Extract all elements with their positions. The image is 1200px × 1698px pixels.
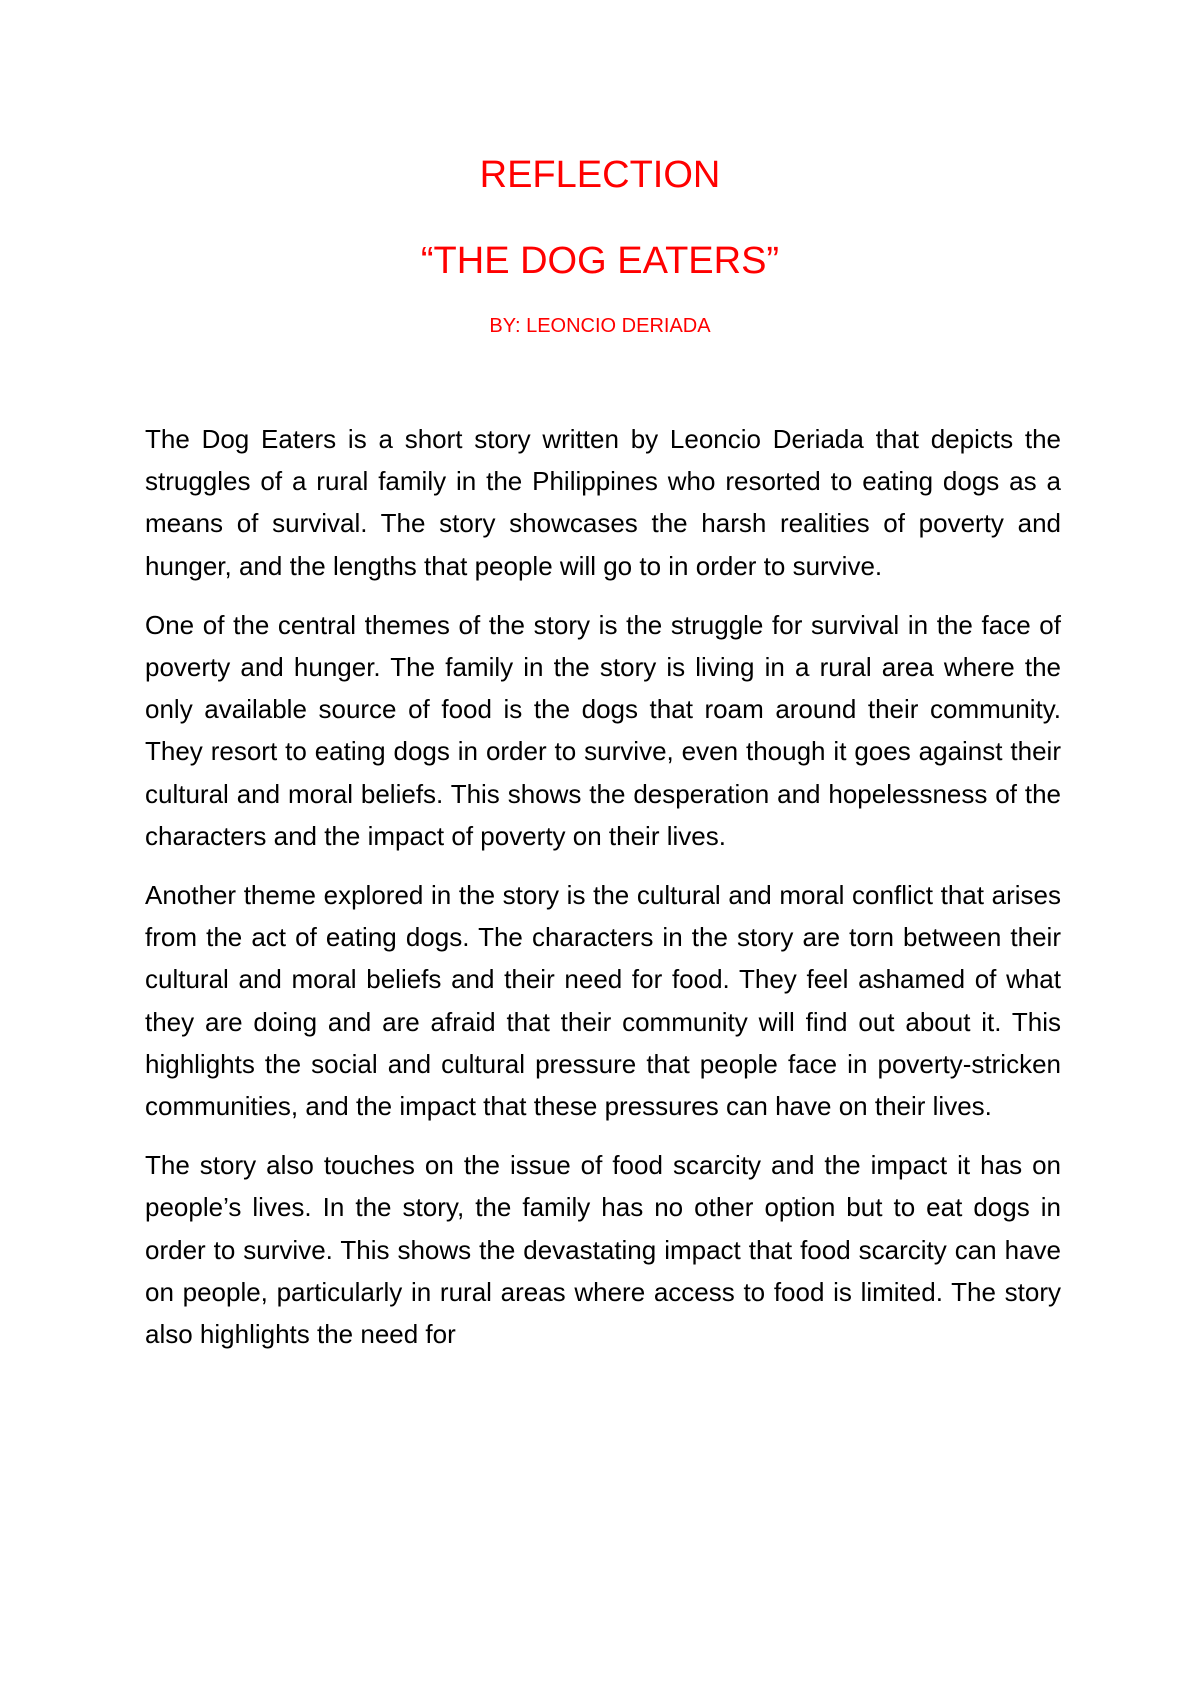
paragraph-food-scarcity: The story also touches on the issue of food scarcity and the impact it has on people’s lives. In the story, the family has no other option but to eat dogs in order to survive. This shows the devastating impact that food scarcity can have on people, particularly in rural areas where access to food is limited. The story also highlights the need for bbox=[145, 1150, 1061, 1350]
paragraph-survival-theme: One of the central themes of the story is the struggle for survival in the face of poverty and hunger. The family in the story is living in a rural area where the only available source of food is the dogs that roam around their community. They resort to eating dogs in order to survive, even though it goes against their cultural and moral beliefs. This shows the desperation and hopelessness of the characters and the impact of poverty on their lives. bbox=[145, 609, 1061, 851]
paragraph-moral-conflict: Another theme explored in the story is the cultural and moral conflict that arises from the act of eating dogs. The characters in the story are torn between their cultural and moral beliefs and their need for food. They feel ashamed of what they are doing and are afraid that their community will find out about it. This highlights the social and cultural pressure that people face in poverty-stricken communities, and the impact that these pressures can have on their lives. bbox=[145, 880, 1061, 1122]
story-title: “THE DOG EATERS” bbox=[420, 240, 780, 282]
paragraph-intro: The Dog Eaters is a short story written by Leoncio Deriada that depicts the struggles of a rural family in the Philippines who resorted to eating dogs as a means of survival. The story showcases the harsh realities of poverty and hunger, and the lengths that people will go to in order to survive. bbox=[145, 424, 1061, 581]
document-title: REFLECTION bbox=[479, 154, 721, 196]
author-line: BY: LEONCIO DERIADA bbox=[489, 315, 711, 337]
body-text bbox=[145, 418, 1061, 1372]
